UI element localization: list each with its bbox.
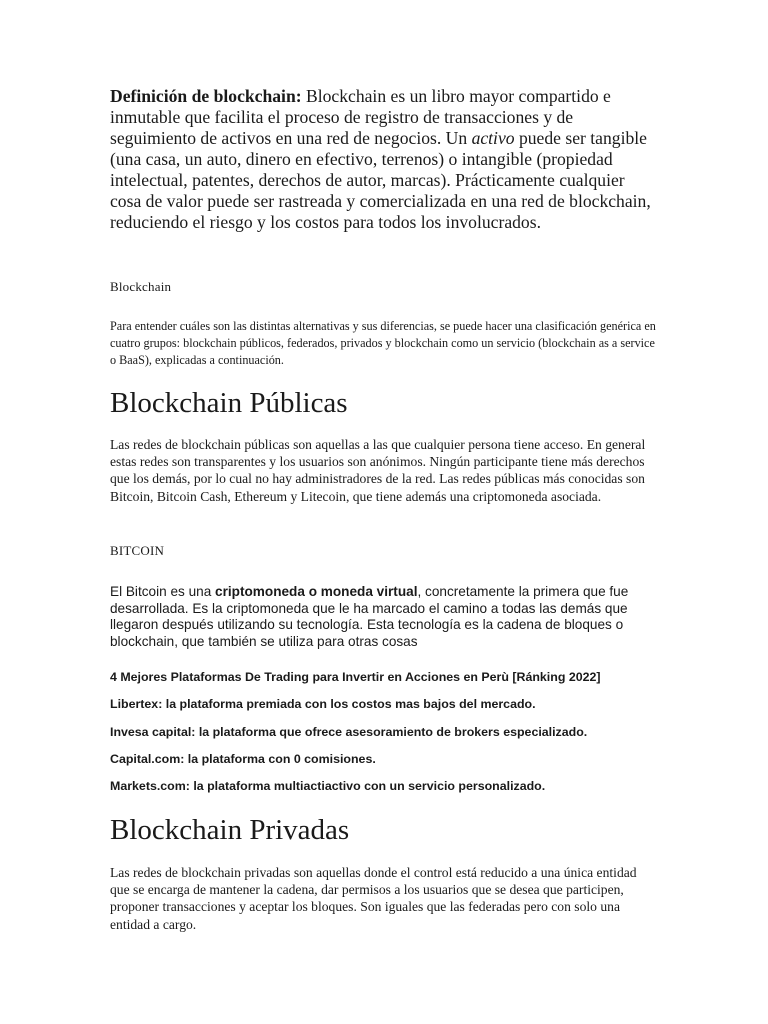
private-section-heading: Blockchain Privadas bbox=[110, 814, 350, 846]
blockchain-label: Blockchain bbox=[110, 279, 172, 294]
platform-item: Markets.com: la plataforma multiactiactivo con un servicio personalizado. bbox=[110, 779, 546, 793]
platform-item: Invesa capital: la plataforma que ofrece asesoramiento de brokers especializado. bbox=[110, 725, 588, 739]
definition-text-before: Blockchain es un libro mayor compartido e inmutable que facilita el proceso de registro de transacciones y de seguimiento de activos en una red de negocios. Un bbox=[110, 86, 611, 148]
definition-paragraph bbox=[110, 86, 658, 233]
bitcoin-text-before: El Bitcoin es una bbox=[110, 584, 216, 599]
classification-paragraph: Para entender cuáles son las distintas alternativas y sus diferencias, se puede hacer una clasificación genérica en cuatro grupos: blockchain públicos, federados, privados y blockchain como un servicio (blockchain as a service o BaaS), explicadas a continuación. bbox=[110, 319, 656, 367]
definition-italic-word: activo bbox=[471, 128, 515, 148]
bitcoin-paragraph bbox=[110, 584, 658, 650]
public-section-heading: Blockchain Públicas bbox=[110, 387, 348, 419]
bitcoin-bold-text: criptomoneda o moneda virtual bbox=[215, 584, 418, 599]
bitcoin-heading: BITCOIN bbox=[110, 543, 165, 558]
definition-label: Definición de blockchain: bbox=[110, 86, 302, 106]
private-section-paragraph: Las redes de blockchain privadas son aquellas donde el control está reducido a una única entidad que se encarga de mantener la cadena, dar permisos a los usuarios que se desea que participen, proponer transacciones y aceptar los bloques. Son iguales que las federadas pero con solo una entidad a cargo. bbox=[110, 865, 637, 932]
platforms-title: 4 Mejores Plataformas De Trading para Invertir en Acciones en Perù [Ránking 2022] bbox=[110, 670, 601, 684]
definition-text-after: puede ser tangible (una casa, un auto, dinero en efectivo, terrenos) o intangible (propiedad intelectual, patentes, derechos de autor, marcas). Prácticamente cualquier cosa de valor puede ser rastreada y comercializada en una red de blockchain, reduciendo el riesgo y los costos para todos los involucrados. bbox=[110, 128, 651, 232]
platform-item: Libertex: la plataforma premiada con los costos mas bajos del mercado. bbox=[110, 697, 536, 711]
public-section-paragraph: Las redes de blockchain públicas son aquellas a las que cualquier persona tiene acceso. En general estas redes son transparentes y los usuarios son anónimos. Ningún participante tiene más derechos que los demás, por lo cual no hay administradores de la red. Las redes públicas más conocidas son Bitcoin, Bitcoin Cash, Ethereum y Litecoin, que tiene además una criptomoneda asociada. bbox=[110, 437, 646, 504]
platform-item: Capital.com: la plataforma con 0 comisiones. bbox=[110, 752, 376, 766]
bitcoin-text-after: , concretamente la primera que fue desarrollada. Es la criptomoneda que le ha marcado el camino a todas las demás que llegaron después utilizando su tecnología. Esta tecnología es la cadena de bloques o blockchain, que también se utiliza para otras cosas bbox=[110, 584, 629, 649]
